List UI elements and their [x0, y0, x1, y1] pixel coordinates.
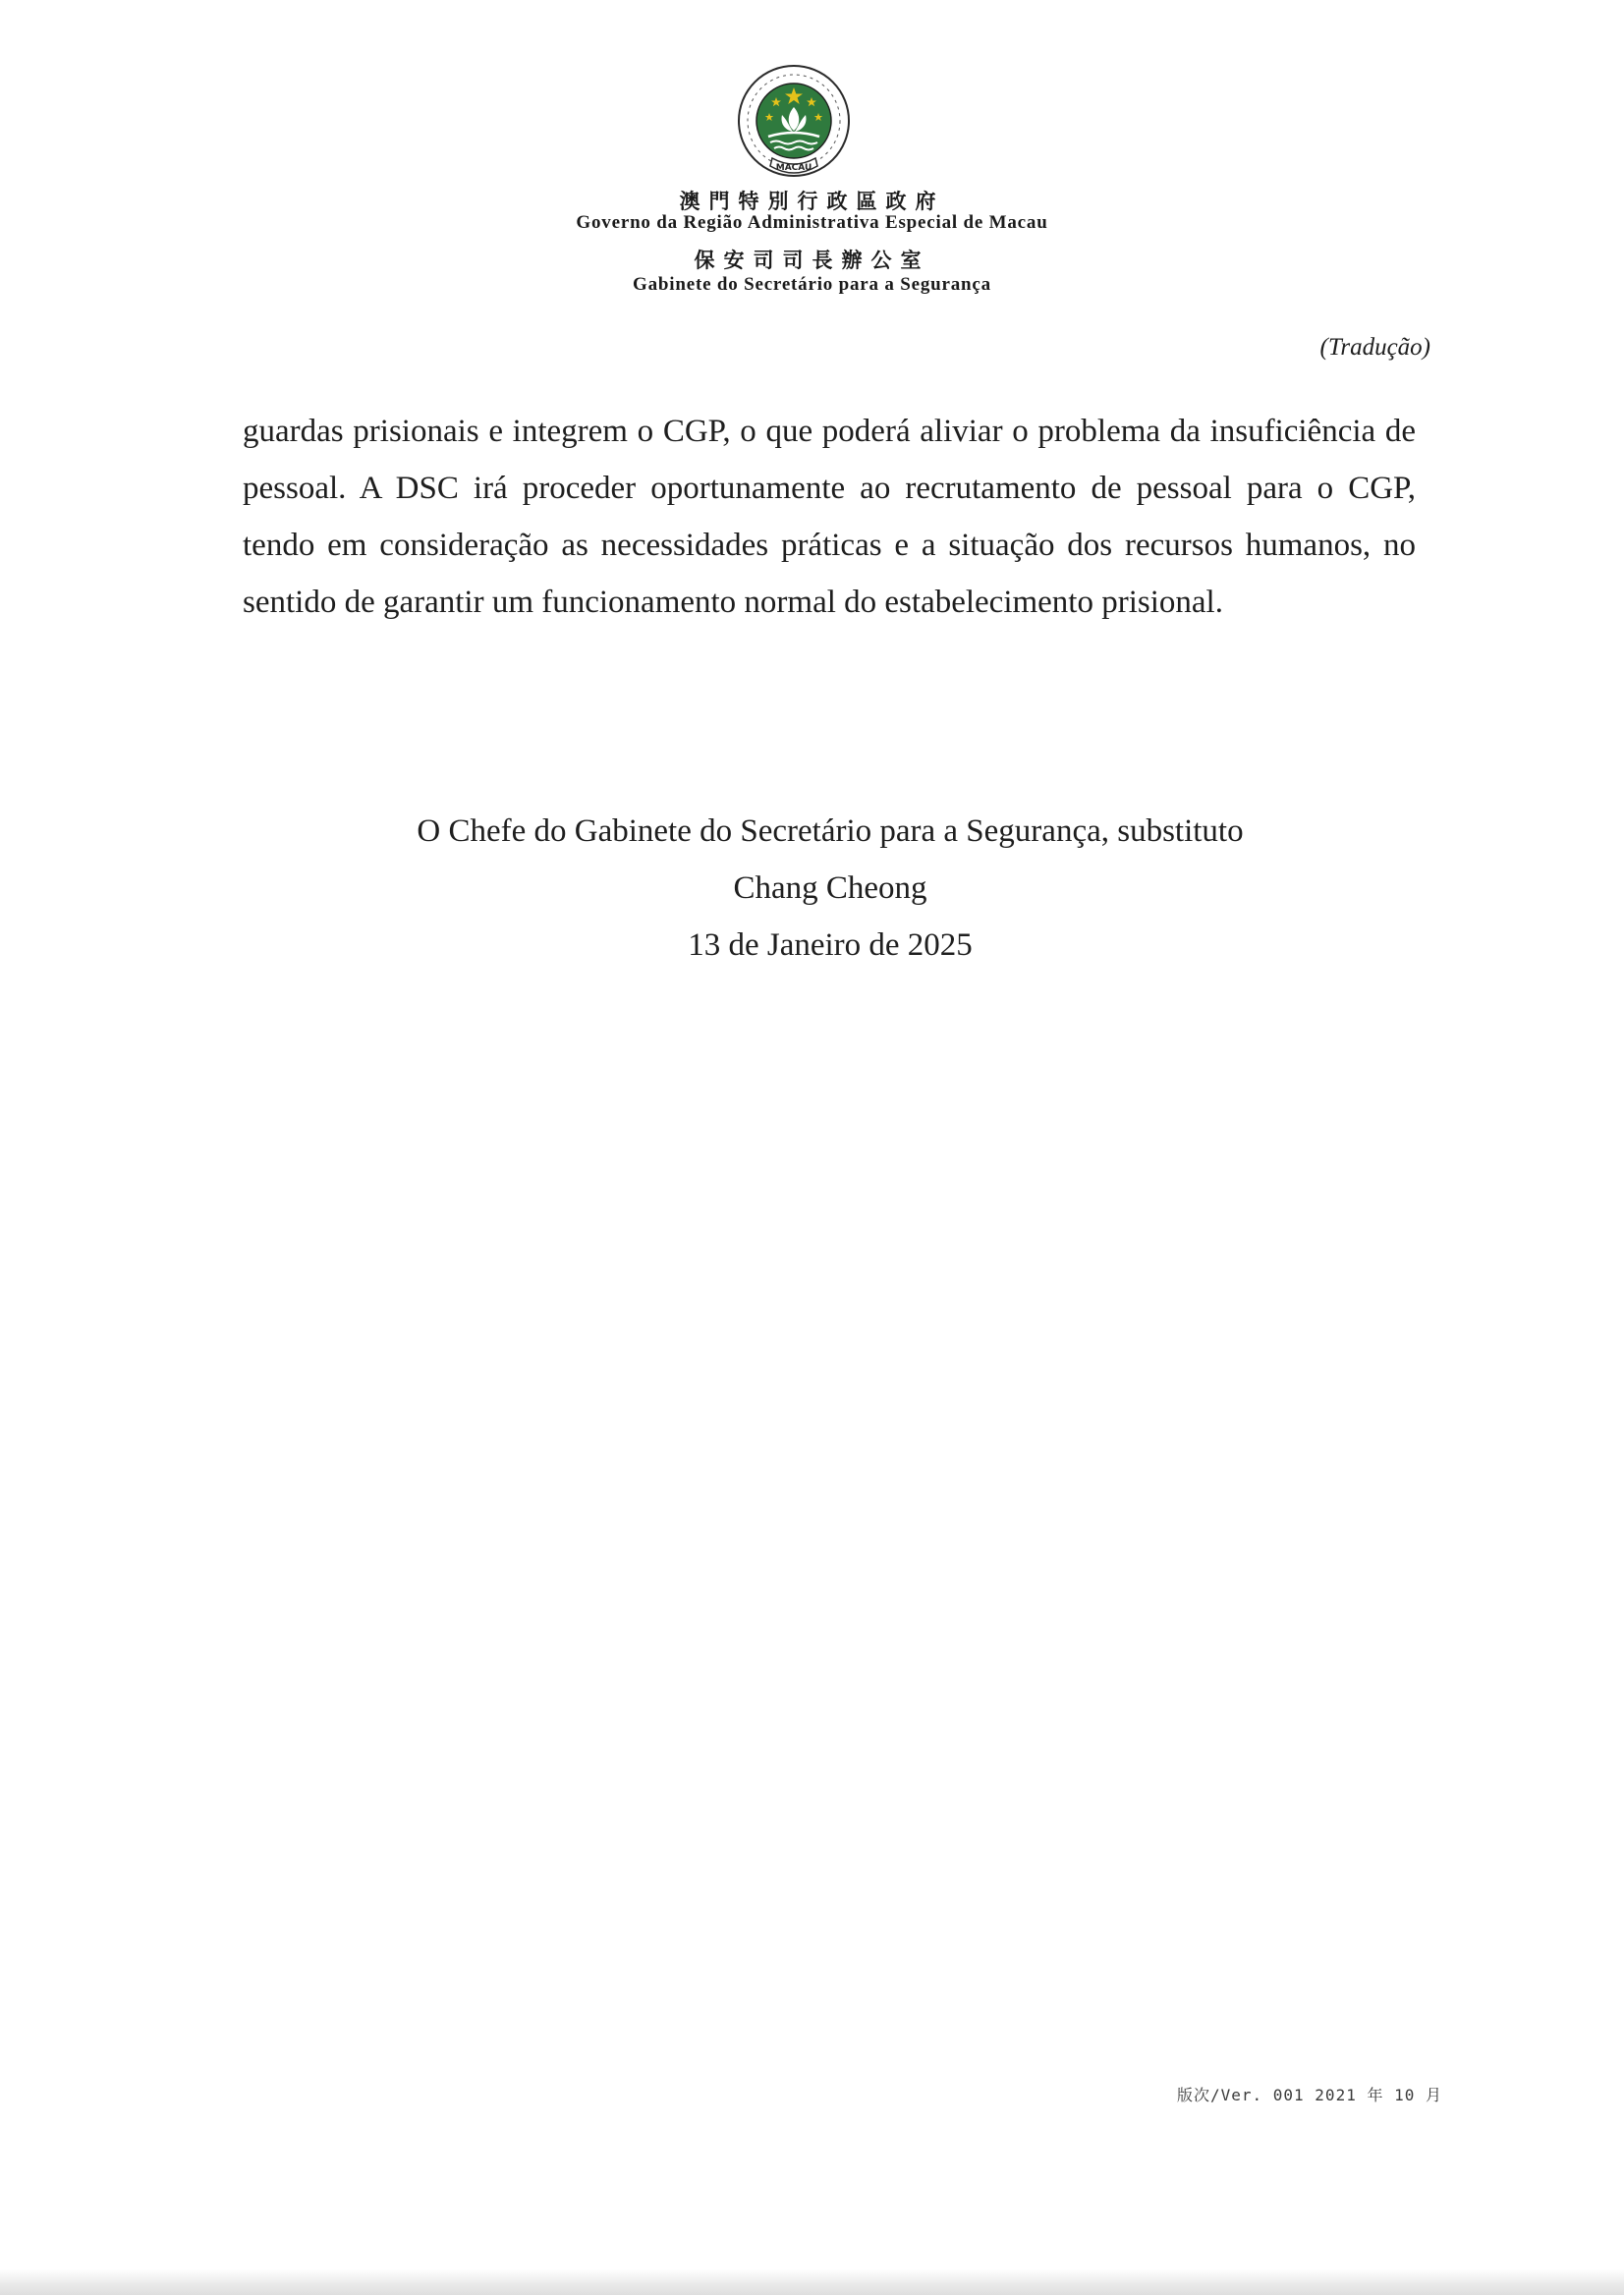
signature-date: 13 de Janeiro de 2025 — [688, 927, 973, 963]
body-paragraph: guardas prisionais e integrem o CGP, o que poderá aliviar o problema da insuficiência de pessoal. A DSC irá proceder oportunamente ao recrutamento de pessoal para o CGP, tendo em consideração as necessidades práticas e a situação dos recursos humanos, no sentido de garantir um funcionamento normal do estabelecimento prisional. — [243, 414, 1416, 620]
office-name-chinese: 保安司司長辦公室 — [694, 249, 930, 272]
signatory-title: O Chefe do Gabinete do Secretário para a Segurança, substituto — [417, 813, 1244, 849]
version-label: 版次/Ver. 001 2021 年 10 月 — [1176, 2086, 1442, 2104]
translation-note: (Tradução) — [1319, 334, 1430, 361]
macau-emblem-icon — [733, 64, 855, 186]
scan-edge-shadow — [0, 2269, 1624, 2295]
body-text — [243, 403, 1416, 631]
signatory-name: Chang Cheong — [733, 870, 927, 906]
government-name-chinese: 澳門特別行政區政府 — [679, 190, 945, 213]
government-name-portuguese: Governo da Região Administrativa Especial de Macau — [576, 212, 1048, 233]
office-name-portuguese: Gabinete do Secretário para a Segurança — [633, 274, 991, 295]
emblem-banner-text: MACAU — [775, 163, 812, 173]
